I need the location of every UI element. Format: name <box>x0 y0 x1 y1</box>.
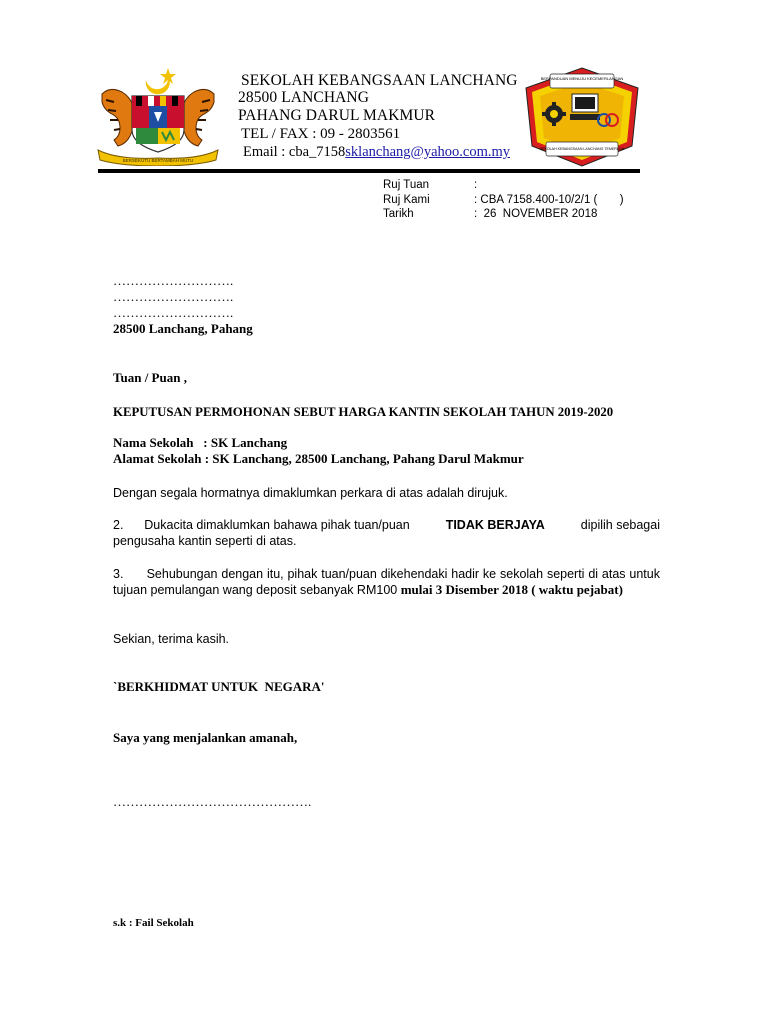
paragraph-3-line-2 <box>113 582 623 598</box>
school-logo <box>524 66 640 168</box>
trust-line: Saya yang menjalankan amanah, <box>113 730 298 745</box>
school-state: PAHANG DARUL MAKMUR <box>238 107 436 124</box>
letter-subject: KEPUTUSAN PERMOHONAN SEBUT HARGA KANTIN SEKOLAH TAHUN 2019-2020 <box>113 405 614 419</box>
recipient-line: ………………………. <box>113 273 234 288</box>
intro-paragraph: Dengan segala hormatnya dimaklumkan perkara di atas adalah dirujuk. <box>113 486 508 500</box>
paragraph-2-line-2: pengusaha kantin seperti di atas. <box>113 534 297 548</box>
closing-line: Sekian, terima kasih. <box>113 632 230 646</box>
paragraph-2-text: 2. Dukacita dimaklumkan bahawa pihak tuan/puan <box>113 518 410 532</box>
tarikh-value: : 26 NOVEMBER 2018 <box>474 208 598 220</box>
school-email <box>243 143 510 162</box>
paragraph-2-text-end: dipilih sebagai <box>580 518 660 532</box>
signature-line: ………………………………………. <box>113 794 312 809</box>
school-postcode-town: 28500 LANCHANG <box>238 89 369 106</box>
paragraph-3-text: tujuan pemulangan wang deposit sebanyak RM100 <box>113 583 398 597</box>
school-name-field: Nama Sekolah : SK Lanchang <box>113 435 288 450</box>
ruj-kami-label: Ruj Kami <box>383 194 430 206</box>
school-tel-fax: TEL / FAX : 09 - 2803561 <box>241 126 401 142</box>
recipient-line: ………………………. <box>113 305 234 320</box>
paragraph-3-line-1: 3. Sehubungan dengan itu, pihak tuan/puan dikehendaki hadir ke sekolah seperti di atas untuk <box>113 567 660 581</box>
school-address-field: Alamat Sekolah : SK Lanchang, 28500 Lanchang, Pahang Darul Makmur <box>113 451 524 466</box>
cc-line: s.k : Fail Sekolah <box>113 917 194 929</box>
tarikh-label: Tarikh <box>383 208 414 220</box>
email-label: Email : cba_7158 <box>243 144 346 160</box>
email-link[interactable]: sklanchang@yahoo.com.my <box>345 144 511 160</box>
ruj-tuan-value: : <box>474 179 478 191</box>
ruj-tuan-label: Ruj Tuan <box>383 179 430 191</box>
recipient-line: ………………………. <box>113 289 234 304</box>
header-divider <box>98 169 640 173</box>
paragraph-2-line-1 <box>113 517 660 533</box>
motto: `BERKHIDMAT UNTUK NEGARA' <box>113 679 325 694</box>
logo-top-banner-text: BERPANDUAN MENUJU KECEMERLANGAN <box>540 76 624 81</box>
crest-scroll-text: BERSEKUTU BERTAMBAH MUTU <box>122 158 194 163</box>
salutation: Tuan / Puan , <box>113 370 187 385</box>
school-name: SEKOLAH KEBANGSAAN LANCHANG <box>241 72 518 89</box>
deposit-date-emphasis: mulai 3 Disember 2018 ( waktu pejabat) <box>400 582 623 597</box>
recipient-address: 28500 Lanchang, Pahang <box>113 321 253 336</box>
ruj-kami-value: : CBA 7158.400-10/2/1 ( ) <box>474 194 624 206</box>
logo-bottom-banner-text: SEKOLAH KEBANGSAAN LANCHANG TEMERLOH <box>539 147 625 151</box>
result-emphasis: TIDAK BERJAYA <box>445 518 545 532</box>
coat-of-arms-logo <box>96 66 220 166</box>
